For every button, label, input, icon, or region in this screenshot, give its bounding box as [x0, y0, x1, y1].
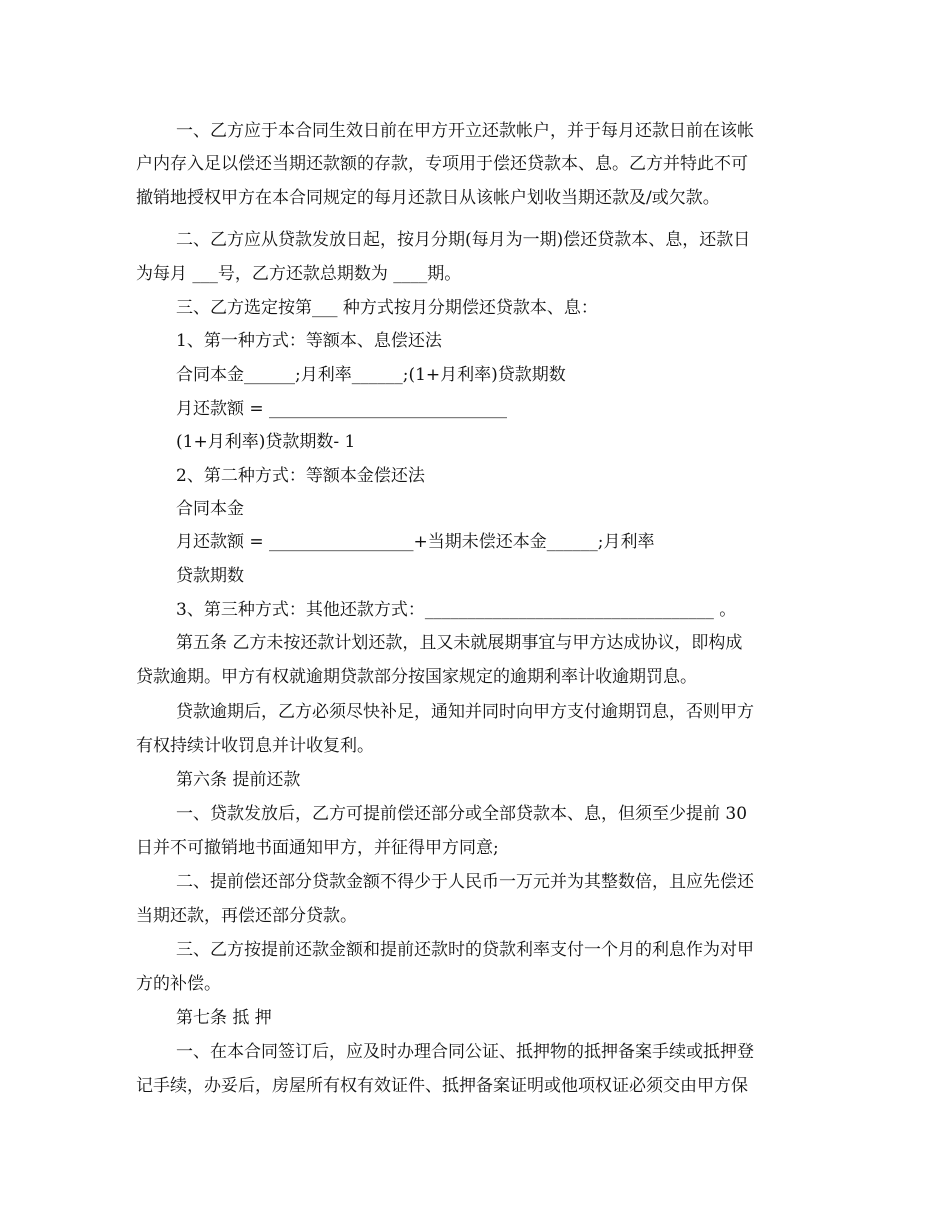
text-line: 第六条 提前还款 — [176, 770, 301, 790]
text-line: 合同本金 — [176, 499, 244, 519]
text-line: 第五条 乙方未按还款计划还款，且又未就展期事宜与甲方达成协议，即构成 — [176, 633, 743, 653]
text-line: 合同本金______;月利率______;(1+月利率)贷款期数 — [176, 365, 566, 385]
text-line: 第七条 抵 押 — [176, 1008, 272, 1028]
text-line: 月还款额 = _________________+当期未偿还本金______;月利率 — [176, 532, 655, 552]
text-line: 当期还款，再偿还部分贷款。 — [136, 906, 357, 926]
text-line: 贷款期数 — [176, 566, 244, 586]
text-line: 记手续，办妥后，房屋所有权有效证件、抵押备案证明或他项权证必须交由甲方保 — [136, 1076, 748, 1096]
text-line: (1+月利率)贷款期数- 1 — [176, 432, 356, 452]
text-line: 日并不可撤销地书面通知甲方，并征得甲方同意; — [136, 838, 499, 858]
text-line: 有权持续计收罚息并计收复利。 — [136, 736, 374, 756]
text-line: 贷款逾期。甲方有权就逾期贷款部分按国家规定的逾期利率计收逾期罚息。 — [136, 667, 697, 687]
text-line: 一、在本合同签订后，应及时办理合同公证、抵押物的抵押备案手续或抵押登 — [176, 1042, 754, 1062]
text-line: 1、第一种方式：等额本、息偿还法 — [176, 331, 442, 351]
text-line: 二、提前偿还部分贷款金额不得少于人民币一万元并为其整数倍，且应先偿还 — [176, 872, 754, 892]
text-line: 3、第三种方式：其他还款方式：__________________________________ 。 — [176, 600, 737, 620]
text-line: 一、乙方应于本合同生效日前在甲方开立还款帐户，并于每月还款日前在该帐 — [176, 121, 754, 141]
text-line: 二、乙方应从贷款发放日起，按月分期(每月为一期)偿还贷款本、息，还款日 — [176, 230, 751, 250]
text-line: 户内存入足以偿还当期还款额的存款，专项用于偿还贷款本、息。乙方并特此不可 — [136, 154, 748, 174]
text-line: 撤销地授权甲方在本合同规定的每月还款日从该帐户划收当期还款及/或欠款。 — [136, 188, 720, 208]
text-line: 方的补偿。 — [136, 974, 221, 994]
text-line: 三、乙方按提前还款金额和提前还款时的贷款利率支付一个月的利息作为对甲 — [176, 940, 754, 960]
text-line: 2、第二种方式：等额本金偿还法 — [176, 466, 425, 486]
text-line: 为每月 ___号，乙方还款总期数为 ____期。 — [136, 264, 462, 284]
text-line: 三、乙方选定按第___ 种方式按月分期偿还贷款本、息： — [176, 298, 598, 318]
text-line: 月还款额 = ____________________________ — [176, 399, 508, 419]
text-line: 贷款逾期后，乙方必须尽快补足，通知并同时向甲方支付逾期罚息，否则甲方 — [176, 702, 754, 722]
text-line: 一、贷款发放后，乙方可提前偿还部分或全部贷款本、息，但须至少提前 30 — [176, 804, 748, 824]
